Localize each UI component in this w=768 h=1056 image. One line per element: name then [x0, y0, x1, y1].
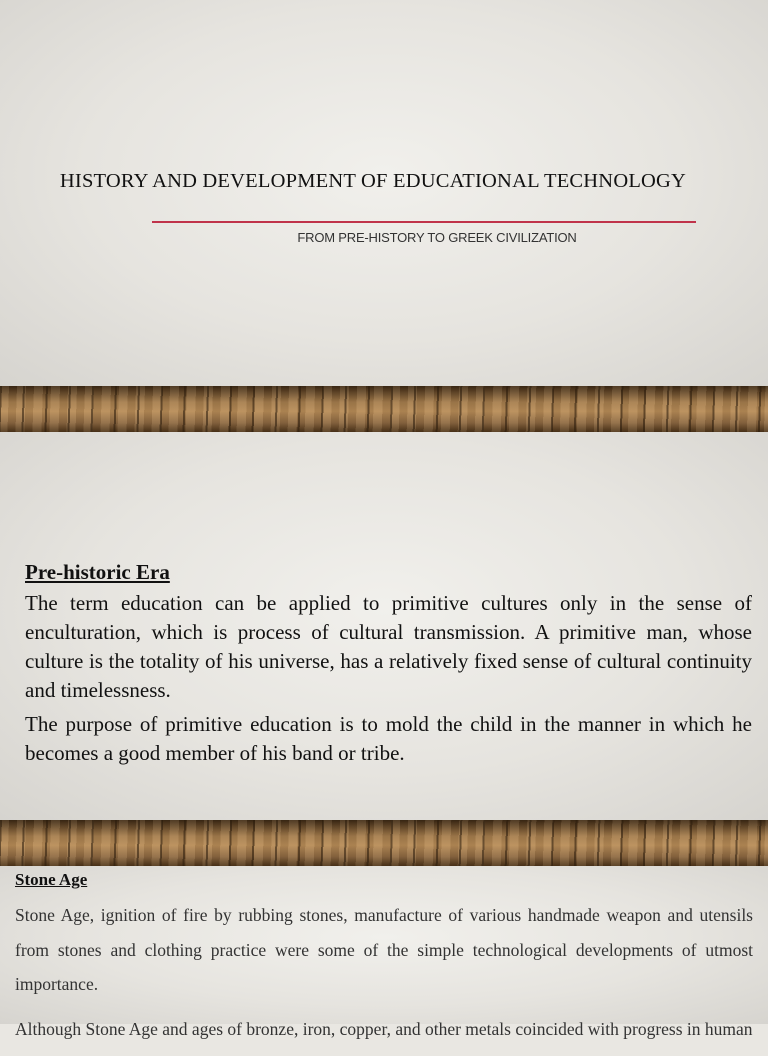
- wood-floor-decoration: [0, 386, 768, 432]
- stone-age-slide: [0, 866, 768, 1039]
- body-paragraph: Although Stone Age and ages of bronze, iron, copper, and other metals coincided with progress in human: [15, 1018, 753, 1039]
- slide-heading: Pre-historic Era: [25, 560, 170, 584]
- title-divider: [152, 221, 696, 223]
- slide-body: [15, 870, 753, 1056]
- title-slide: [0, 0, 768, 386]
- presentation-title: HISTORY AND DEVELOPMENT OF EDUCATIONAL TECHNOLOGY: [59, 170, 687, 192]
- prehistoric-era-slide: [0, 432, 768, 820]
- body-paragraph: The term education can be applied to primitive cultures only in the sense of enculturation, which is process of cultural transmission. A primitive man, whose culture is the totality of his universe, has a relatively fixed sense of cultural continuity and timelessness.: [25, 591, 752, 702]
- body-paragraph: The purpose of primitive education is to mold the child in the manner in which he becomes a good member of his band or tribe.: [25, 712, 752, 765]
- slide-body: [25, 560, 752, 773]
- body-paragraph: Stone Age, ignition of fire by rubbing stones, manufacture of various handmade weapon and utensils from stones and clothing practice were some of the simple technological developments of utmost importance.: [15, 905, 753, 994]
- wood-floor-decoration: [0, 820, 768, 866]
- slide-heading: Stone Age: [15, 870, 88, 889]
- presentation-subtitle: FROM PRE-HISTORY TO GREEK CIVILIZATION: [297, 230, 577, 245]
